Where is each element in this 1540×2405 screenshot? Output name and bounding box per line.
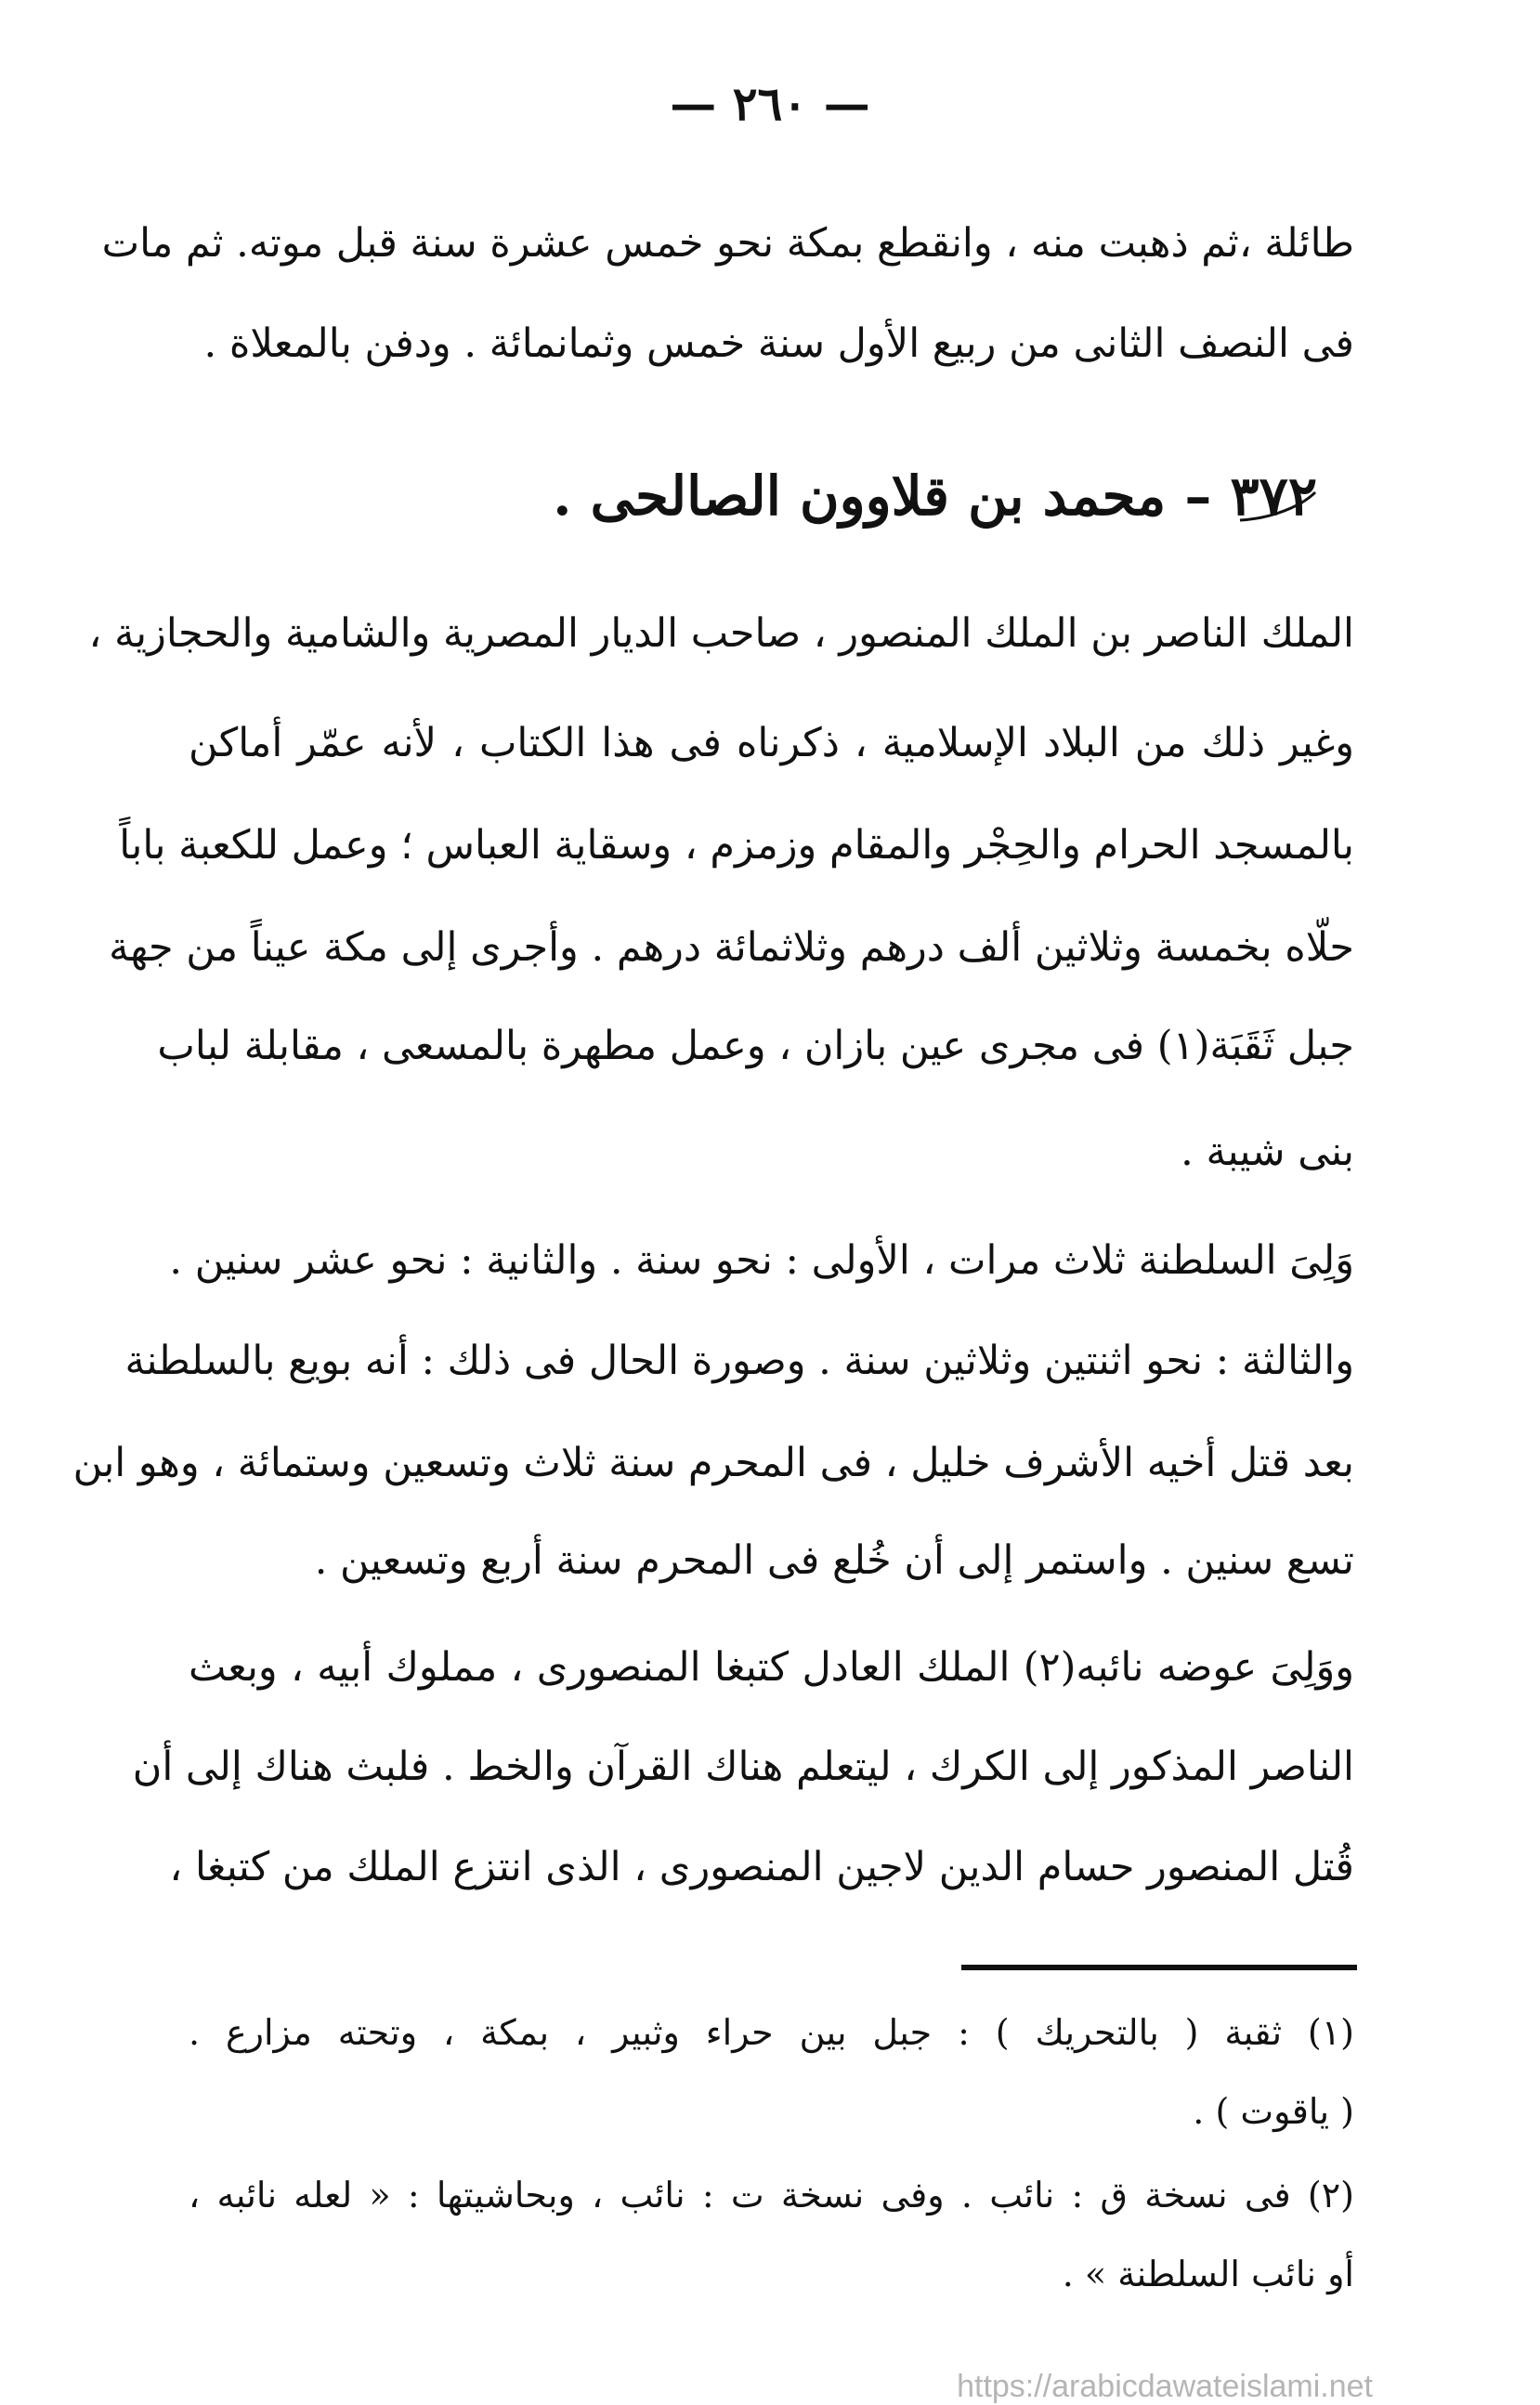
p1-line-6: بنى شيبة . (1181, 1129, 1354, 1175)
p2-line-3: بعد قتل أخيه الأشرف خليل ، فى المحرم سنة ثلاث وتسعين وستمائة ، وهو ابن (72, 1440, 1354, 1486)
entry-heading: ٣٧٢ – محمد بن قلاوون الصالحى . (553, 464, 1317, 528)
p3-line-3: قُتل المنصور حسام الدين لاجين المنصورى ، الذى انتزع الملك من كتبغا ، (169, 1844, 1354, 1890)
footnote-2-line-1: (٢) فى نسخة ق : نائب . وفى نسخة ت : نائب ، وبحاشيتها : « لعله نائبه ، (189, 2175, 1354, 2215)
p3-line-2: الناصر المذكور إلى الكرك ، ليتعلم هناك القرآن والخط . فلبث هناك إلى أن (132, 1744, 1354, 1790)
intro-line-1: طائلة ،ثم ذهبت منه ، وانقطع بمكة نحو خمس عشرة سنة قبل موته. ثم مات (101, 220, 1354, 267)
footnote-divider (961, 1965, 1357, 1970)
p2-line-1: وَلِىَ السلطنة ثلاث مرات ، الأولى : نحو سنة . والثانية : نحو عشر سنين . (169, 1237, 1354, 1284)
watermark-url: https://arabicdawateislami.net (957, 2369, 1373, 2404)
page-number: — ٢٦٠ — (670, 76, 870, 131)
p1-line-1: الملك الناصر بن الملك المنصور ، صاحب الديار المصرية والشامية والحجازية ، (88, 610, 1354, 657)
footnote-2-line-2: أو نائب السلطنة » . (1062, 2254, 1354, 2294)
intro-line-2: فى النصف الثانى من ربيع الأول سنة خمس وثمانمائة . ودفن بالمعلاة . (203, 320, 1354, 367)
p2-line-2: والثالثة : نحو اثنتين وثلاثين سنة . وصورة الحال فى ذلك : أنه بويع بالسلطنة (124, 1338, 1354, 1384)
p1-line-3: بالمسجد الحرام والحِجْر والمقام وزمزم ، وسقاية العباس ؛ وعمل للكعبة باباً (119, 822, 1354, 869)
footnote-1-line-2: ( ياقوت ) . (1193, 2091, 1354, 2132)
p2-line-4: تسع سنين . واستمر إلى أن خُلع فى المحرم سنة أربع وتسعين . (314, 1537, 1354, 1584)
p3-line-1: ووَلِىَ عوضه نائبه(٢) الملك العادل كتبغا المنصورى ، مملوك أبيه ، وبعث (189, 1644, 1355, 1691)
footnote-1-line-1: (١) ثقبة ( بالتحريك ) : جبل بين حراء وثبير ، بمكة ، وتحته مزارع . (189, 2012, 1354, 2053)
p1-line-2: وغير ذلك من البلاد الإسلامية ، ذكرناه فى هذا الكتاب ، لأنه عمّر أماكن (189, 720, 1354, 766)
p1-line-4: حلّاه بخمسة وثلاثين ألف درهم وثلاثمائة درهم . وأجرى إلى مكة عيناً من جهة (109, 924, 1354, 971)
p1-line-5: جبل ثَقَبَة(١) فى مجرى عين بازان ، وعمل مطهرة بالمسعى ، مقابلة لباب (157, 1023, 1354, 1069)
